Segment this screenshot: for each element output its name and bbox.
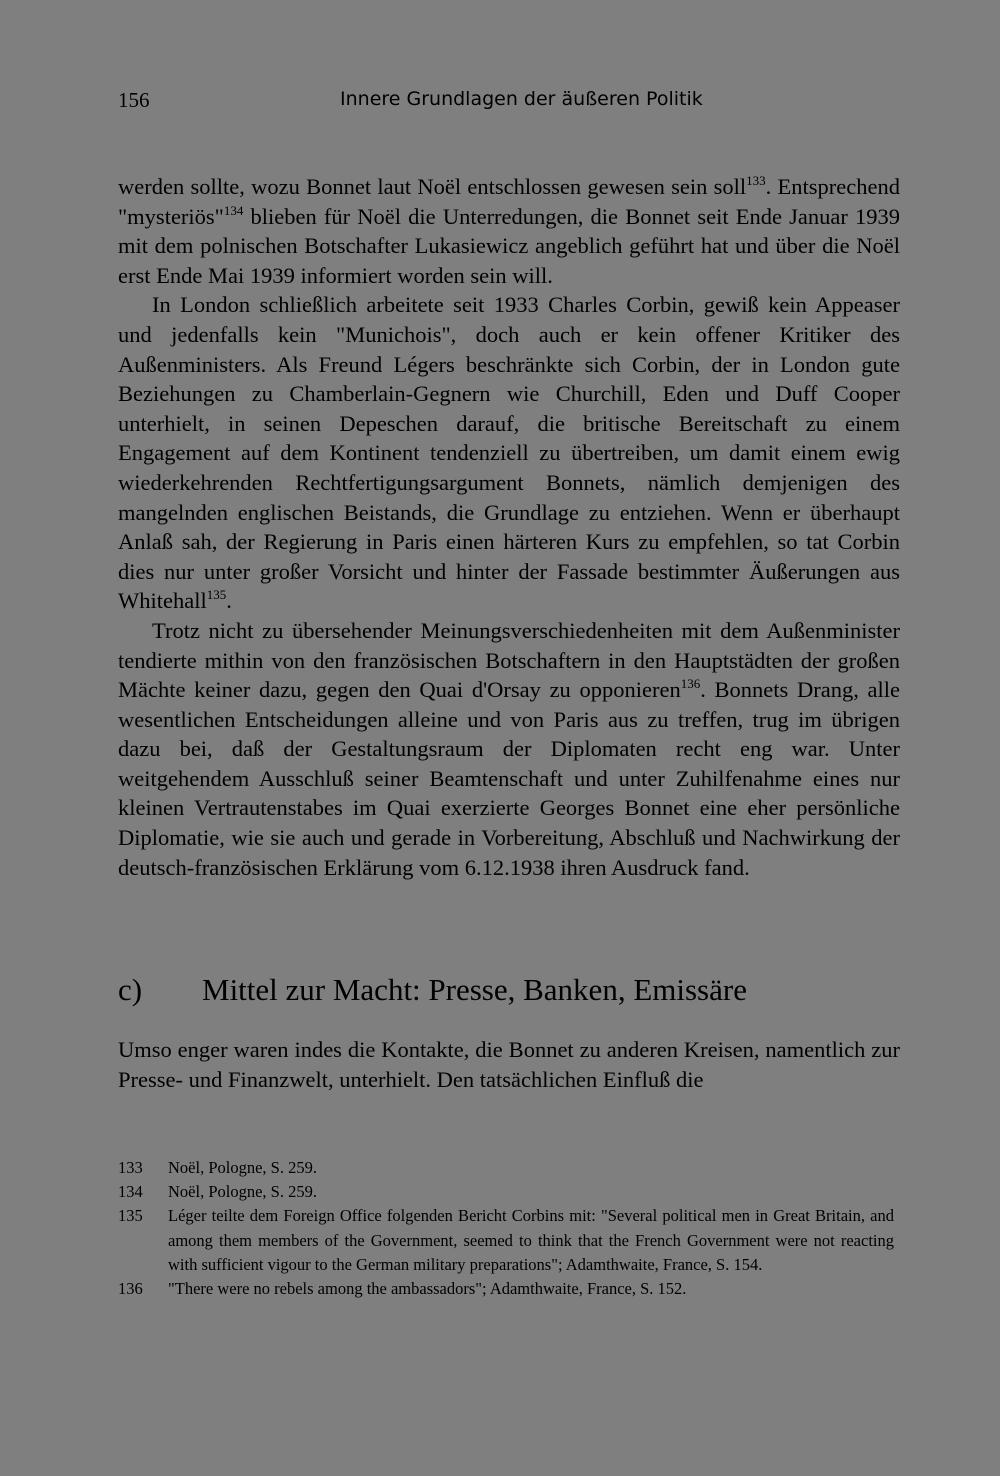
- paragraph-text: werden sollte, wozu Bonnet laut Noël entschlossen gewesen sein soll: [118, 174, 747, 199]
- page-number: 156: [118, 88, 150, 112]
- footnote-number: 133: [118, 1158, 143, 1177]
- footnote-number: 135: [118, 1206, 143, 1226]
- paragraph-text: .: [226, 588, 232, 614]
- footnote-135: [118, 1204, 894, 1277]
- footnote-number: 136: [118, 1279, 143, 1299]
- footnote-number: 134: [118, 1182, 143, 1202]
- running-title: Innere Grundlagen der äußeren Politik: [340, 88, 703, 110]
- section-body: [118, 1035, 900, 1094]
- footnote-text: Noël, Pologne, S. 259.: [168, 1158, 317, 1177]
- footnote-133: [118, 1156, 894, 1180]
- section-label: c): [118, 972, 143, 1007]
- paragraph-text: . Entsprechend "mysteriös": [118, 174, 900, 229]
- paragraph-1: [118, 172, 900, 290]
- footnote-ref-136: 136: [680, 676, 701, 692]
- paragraph-text: In London schließlich arbeitete seit 1933 Charles Corbin, gewiß kein Appeaser und jedenfalls kein "Munichois", doch auch er kein offener Kritiker des Außenministers. Als Freund Légers beschränkte sich Corbin, der in London gute Beziehungen zu Chamberlain-Gegnern wie Churchill, Eden und Duff Cooper unterhielt, in seinen Depeschen darauf, die britische Bereitschaft zu einem Engagement auf dem Kontinent tendenziell zu übertreiben, um damit einem ewig wiederkehrenden Rechtfertigungsargument Bonnets, nämlich demjenigen des mangelnden englischen Beistands, die Grundlage zu entziehen. Wenn er überhaupt Anlaß sah, der Regierung in Paris einen härteren Kurs zu empfehlen, so tat Corbin dies nur unter großer Vorsicht und hinter der Fassade bestimmter Äußerungen aus Whitehall: [118, 292, 900, 614]
- footnote-text: "There were no rebels among the ambassadors"; Adamthwaite, France, S. 152.: [168, 1279, 687, 1299]
- section-heading: [118, 970, 900, 1010]
- section-paragraph: Umso enger waren indes die Kontakte, die Bonnet zu anderen Kreisen, namentlich zur Presse- und Finanzwelt, unterhielt. Den tatsächlichen Einfluß die: [118, 1037, 900, 1092]
- paragraph-text: blieben für Noël die Unterredungen, die Bonnet seit Ende Januar 1939 mit dem polnischen Botschafter Lukasiewicz angeblich geführt hat und über die Noël erst Ende Mai 1939 informiert worden sein will.: [118, 203, 900, 288]
- paragraph-2: [118, 290, 900, 616]
- paragraph-3: [118, 616, 900, 882]
- body-text: [118, 172, 900, 882]
- footnote-136: [118, 1277, 894, 1301]
- page-header: [118, 88, 900, 118]
- footnote-text: Noël, Pologne, S. 259.: [168, 1182, 317, 1202]
- paragraph-text: Trotz nicht zu übersehender Meinungsverschiedenheiten mit dem Außenminister tendierte mithin von den französischen Botschaftern in den Hauptstädten der großen Mächte keiner dazu, gegen den Quai d'Orsay zu opponieren: [118, 617, 900, 703]
- section-title: Mittel zur Macht: Presse, Banken, Emissäre: [202, 972, 747, 1007]
- footnote-ref-134: 134: [223, 202, 244, 218]
- paragraph-text: . Bonnets Drang, alle wesentlichen Entscheidungen alleine und von Paris aus zu treffen, trug im übrigen dazu bei, daß der Gestaltungsraum der Diplomaten recht eng war. Unter weitgehendem Ausschluß seiner Beamtenschaft und unter Zuhilfenahme eines nur kleinen Vertrautenstabes im Quai exerzierte Georges Bonnet eine eher persönliche Diplomatie, wie sie auch und gerade in Vorbereitung, Abschluß und Nachwirkung der deutsch-französischen Erklärung vom 6.12.1938 ihren Ausdruck fand.: [118, 677, 900, 880]
- footnote-134: [118, 1180, 894, 1204]
- footnotes: [118, 1156, 894, 1301]
- footnote-text: Léger teilte dem Foreign Office folgenden Bericht Corbins mit: "Several political men in Great Britain, and among them members of the Government, seemed to think that the French Government were not reacting with sufficient vigour to the German military preparations"; Adamthwaite, France, S. 154.: [168, 1206, 894, 1274]
- footnote-ref-133: 133: [746, 173, 766, 188]
- footnote-ref-135: 135: [206, 587, 227, 603]
